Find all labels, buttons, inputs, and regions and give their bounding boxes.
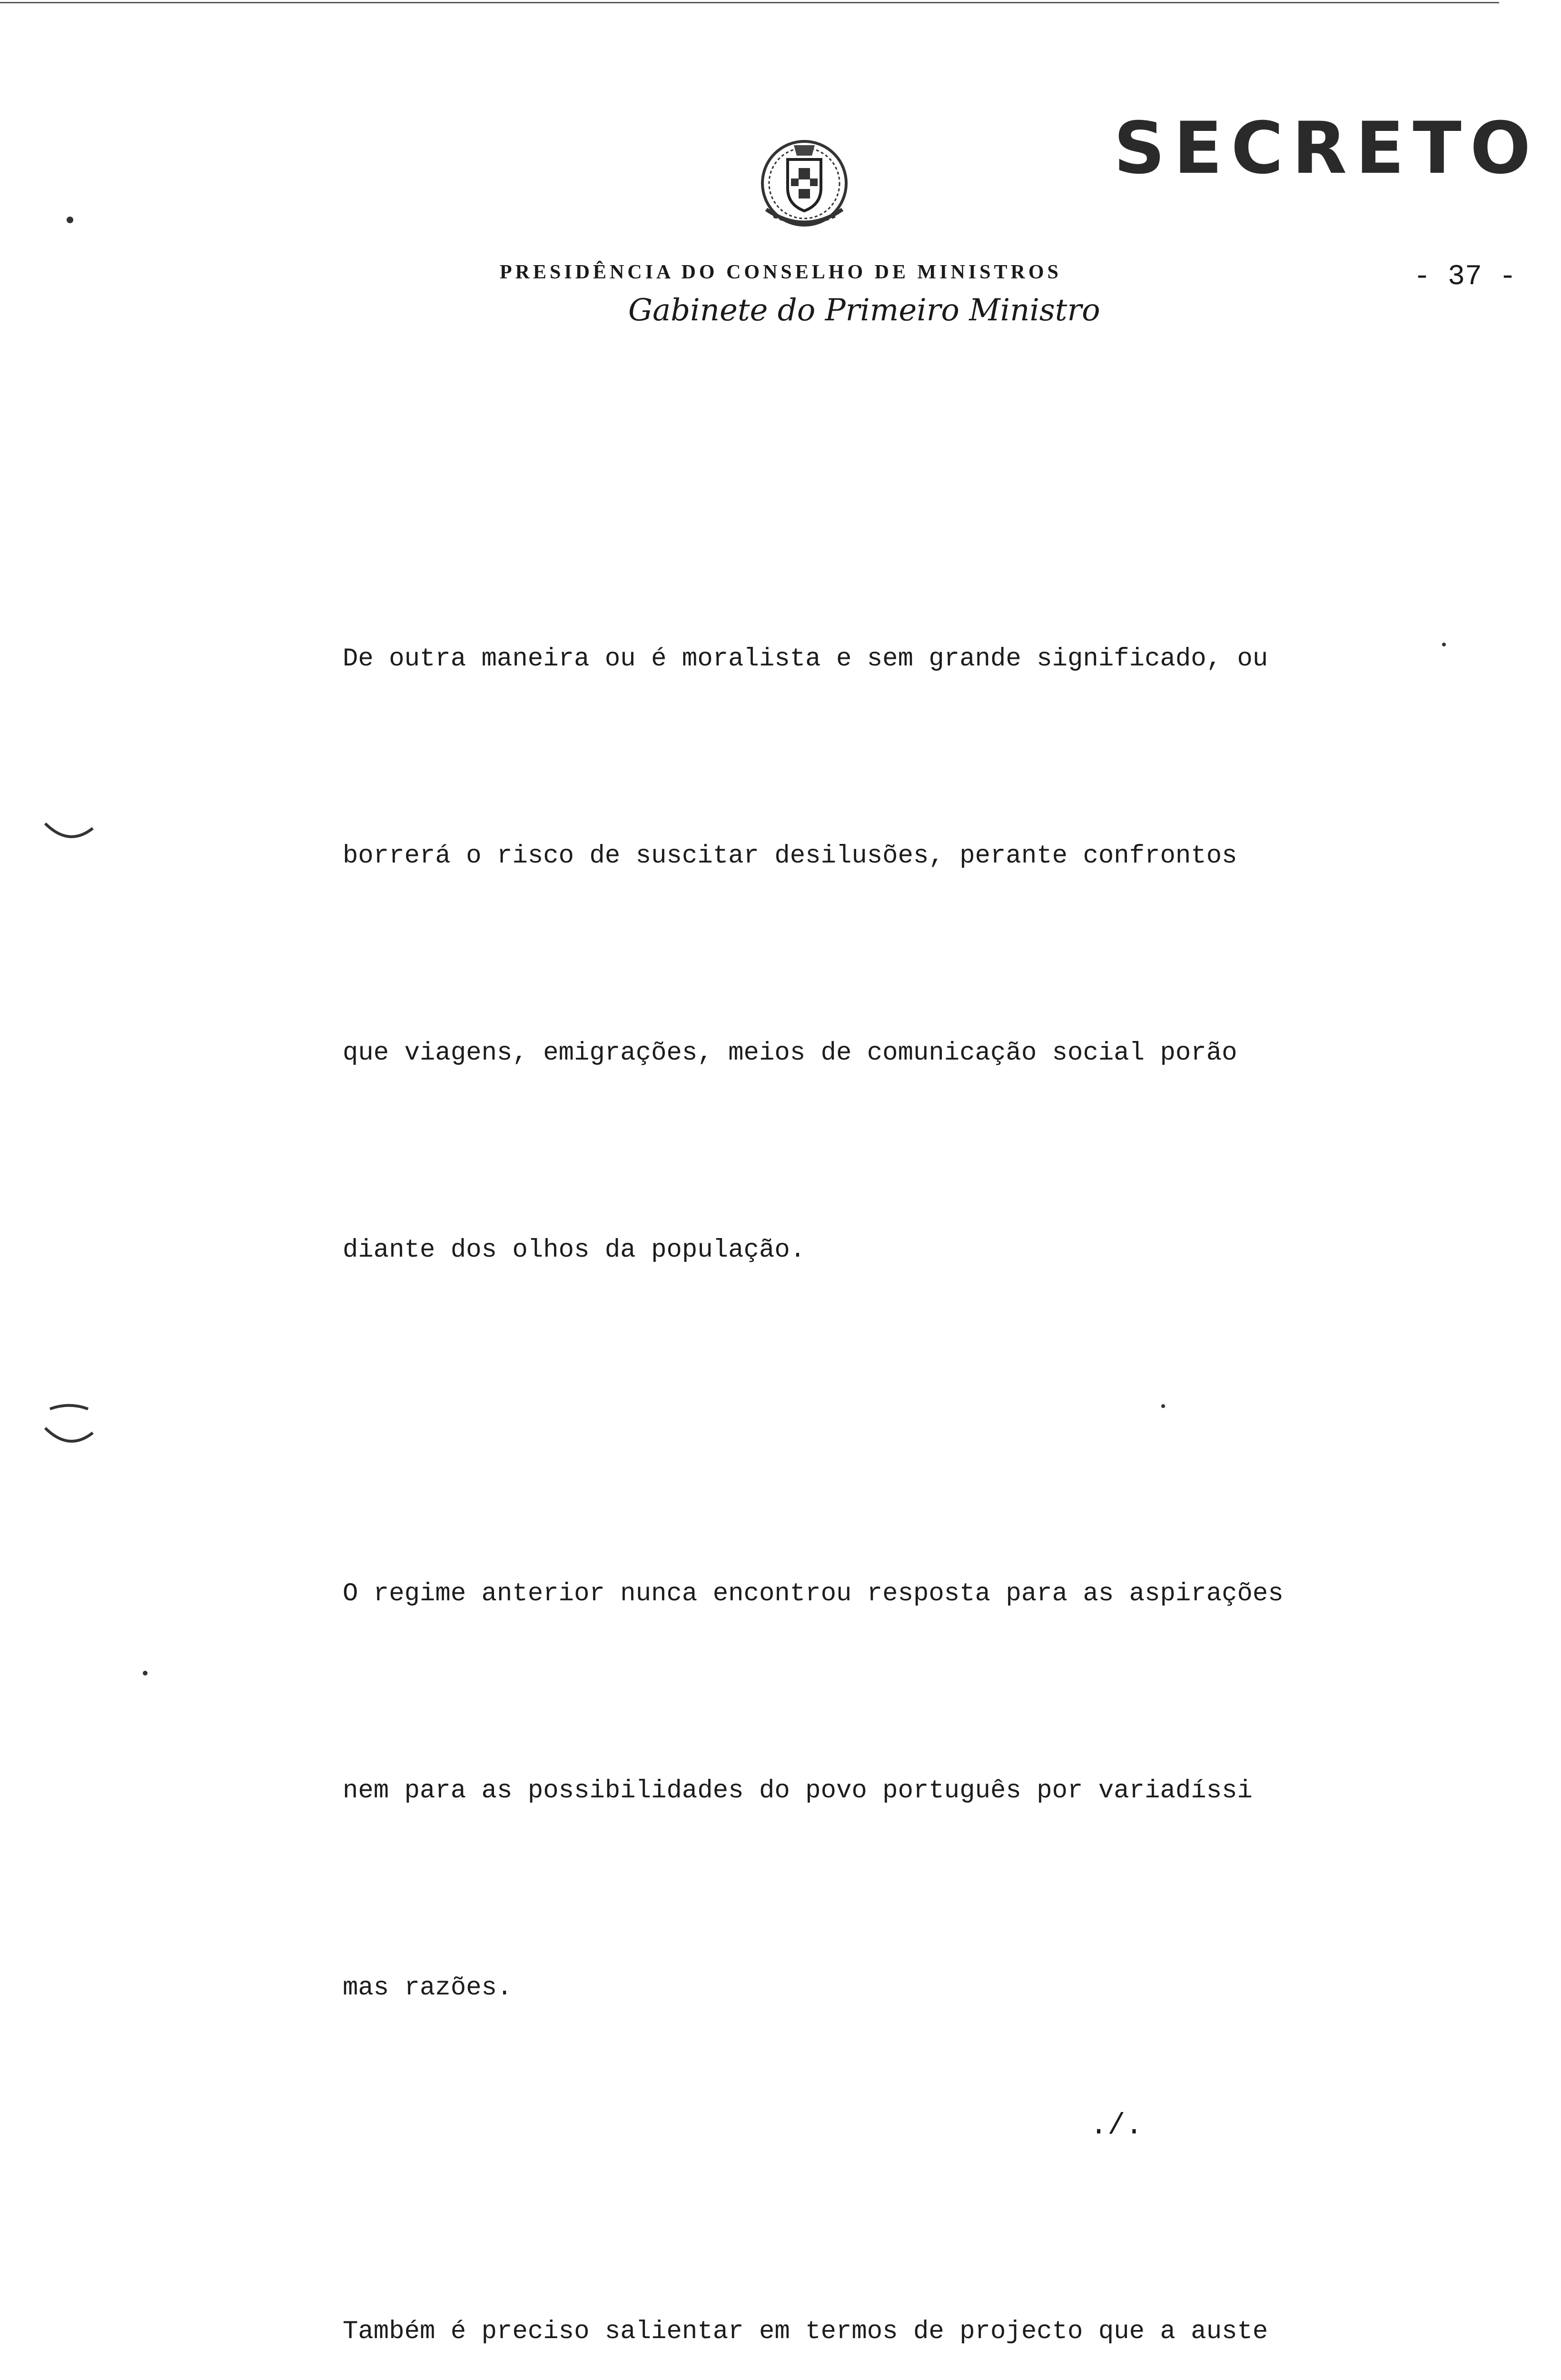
text-line: Também é preciso salientar em termos de projecto que a auste: [343, 2317, 1268, 2346]
scan-speck: [67, 217, 73, 223]
scan-speck: [1161, 1404, 1165, 1408]
scan-speck: [1442, 643, 1446, 646]
text-line: mas razões.: [343, 1973, 513, 2003]
classification-stamp: SECRETO: [1114, 107, 1540, 190]
scan-speck: [143, 1671, 148, 1676]
text-line: De outra maneira ou é moralista e sem grande significado, ou: [343, 645, 1268, 674]
cabinet-subheading: Gabinete do Primeiro Ministro: [628, 293, 1100, 328]
text-line: que viagens, emigrações, meios de comunicação social porão: [343, 1039, 1237, 1068]
hole-punch-mark: [40, 814, 98, 852]
body-text: [343, 495, 1409, 2380]
text-line: borrerá o risco de suscitar desilusões, perante confrontos: [343, 842, 1237, 871]
text-line: diante dos olhos da população.: [343, 1236, 806, 1265]
coat-of-arms-icon: [747, 126, 861, 240]
top-rule: [0, 2, 1499, 3]
paragraph: [343, 1430, 1409, 2152]
text-line: O regime anterior nunca encontrou resposta para as aspirações: [343, 1579, 1284, 1608]
paragraph: [343, 495, 1409, 1415]
hole-punch-mark: [40, 1399, 98, 1457]
paragraph: [343, 2168, 1409, 2380]
continuation-mark: ./.: [1090, 2109, 1143, 2142]
page-number: - 37 -: [1413, 261, 1517, 293]
office-heading: PRESIDÊNCIA DO CONSELHO DE MINISTROS: [500, 261, 1062, 283]
text-line: nem para as possibilidades do povo português por variadíssi: [343, 1776, 1253, 1805]
